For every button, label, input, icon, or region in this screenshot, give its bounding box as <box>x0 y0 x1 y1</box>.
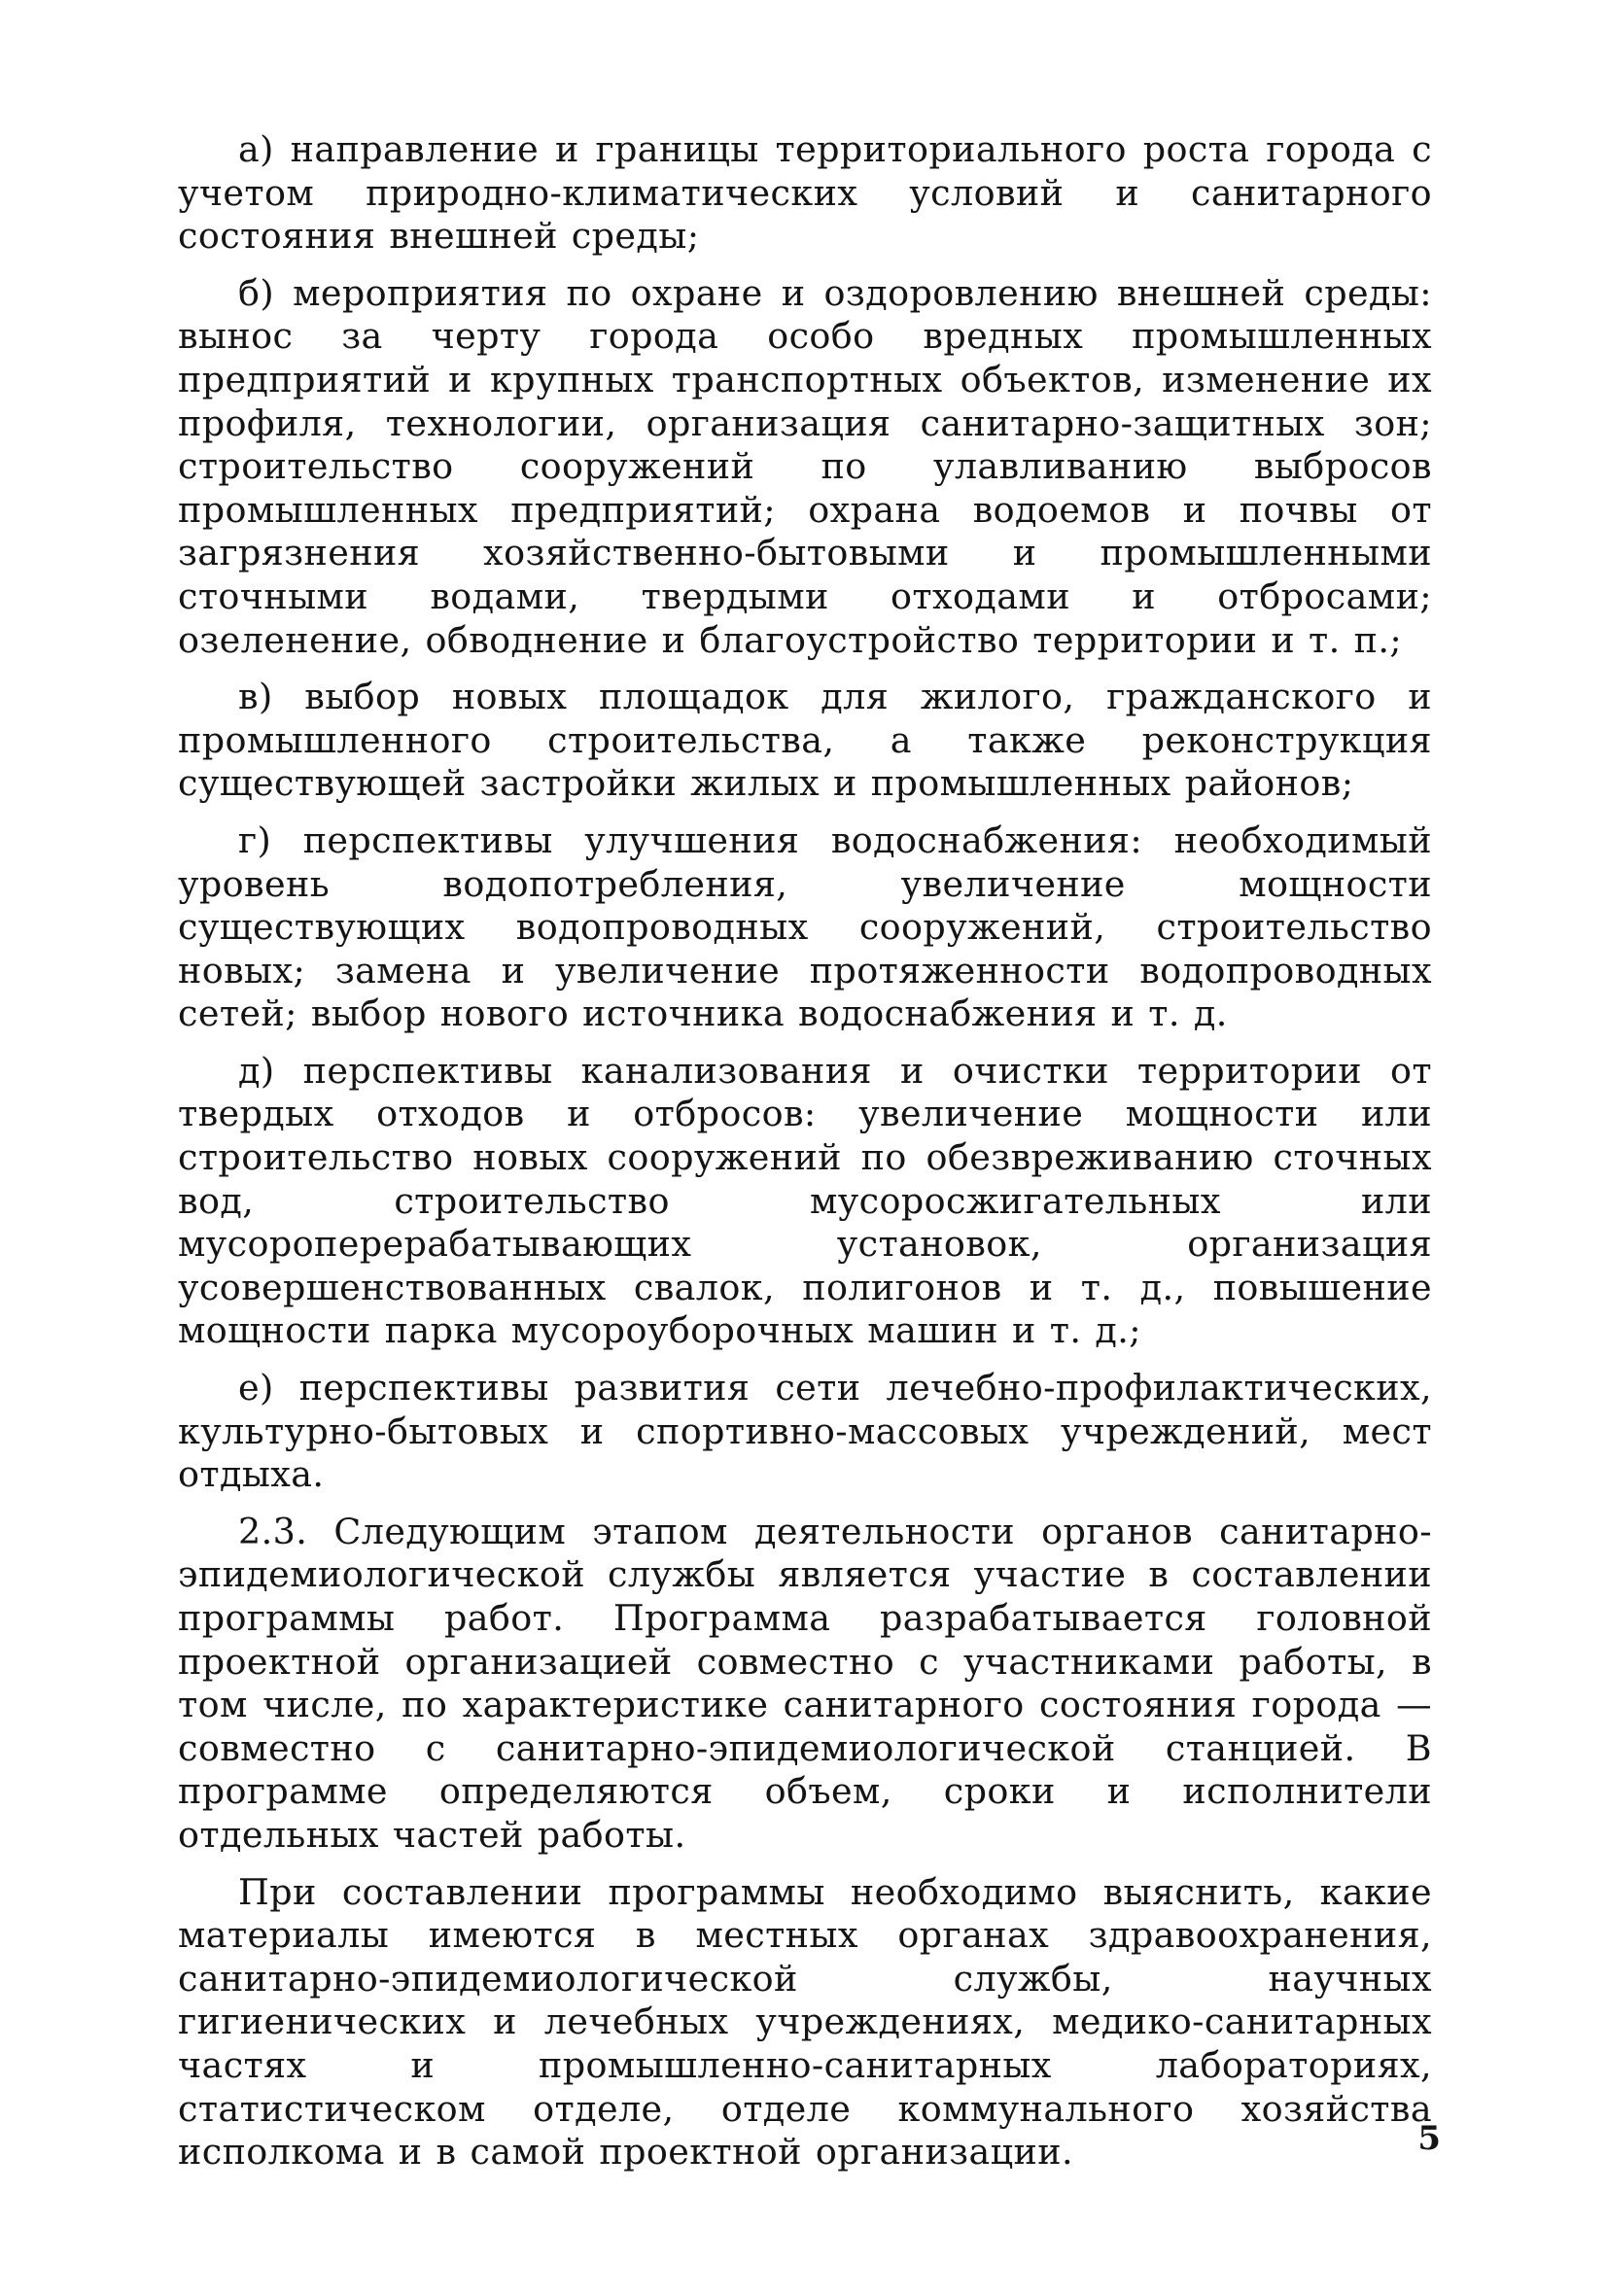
paragraph-item-v: в) выбор новых площадок для жилого, гражданского и промышленного строительства, а также реконструкция существующей застройки жилых и промышленных районов; <box>178 676 1432 805</box>
paragraph-item-d: д) перспективы канализования и очистки территории от твердых отходов и отбросов: увеличение мощности или строительство новых сооружений по обезвреживанию сточных вод, строительство мусоросжигательных или мусороперерабатывающих установок, организация усовершенствованных свалок, полигонов и т. д., повышение мощности парка мусороуборочных машин и т. д.; <box>178 1049 1432 1352</box>
text-body <box>178 128 1432 2188</box>
paragraph-program-materials: При составлении программы необходимо выяснить, какие материалы имеются в местных органах здравоохранения, санитарно-эпидемиологической службы, научных гигиенических и лечебных учреждениях, медико-санитарных частях и промышленно-санитарных лабораториях, статистическом отделе, отделе коммунального хозяйства исполкома и в самой проектной организации. <box>178 1870 1432 2174</box>
paragraph-item-b: б) мероприятия по охране и оздоровлению внешней среды: вынос за черту города особо вредных промышленных предприятий и крупных транспортных объектов, изменение их профиля, технологии, организация санитарно-защитных зон; строительство сооружений по улавливанию выбросов промышленных предприятий; охрана водоемов и почвы от загрязнения хозяйственно-бытовыми и промышленными сточными водами, твердыми отходами и отбросами; озеленение, обводнение и благоустройство территории и т. п.; <box>178 271 1432 661</box>
paragraph-item-g: г) перспективы улучшения водоснабжения: необходимый уровень водопотребления, увеличение мощности существующих водопроводных сооружений, строительство новых; замена и увеличение протяженности водопроводных сетей; выбор нового источника водоснабжения и т. д. <box>178 818 1432 1035</box>
paragraph-item-e: е) перспективы развития сети лечебно-профилактических, культурно-бытовых и спортивно-массовых учреждений, мест отдыха. <box>178 1367 1432 1496</box>
paragraph-item-a: а) направление и границы территориального роста города с учетом природно-климатических условий и санитарного состояния внешней среды; <box>178 128 1432 258</box>
paragraph-section-2-3: 2.3. Следующим этапом деятельности органов санитарно-эпидемиологической службы является участие в составлении программы работ. Программа разрабатывается головной проектной организацией совместно с участниками работы, в том числе, по характеристике санитарного состояния города — совместно с санитарно-эпидемиологической станцией. В программе определяются объем, сроки и исполнители отдельных частей работы. <box>178 1510 1432 1856</box>
page-number: 5 <box>1417 2119 1441 2158</box>
